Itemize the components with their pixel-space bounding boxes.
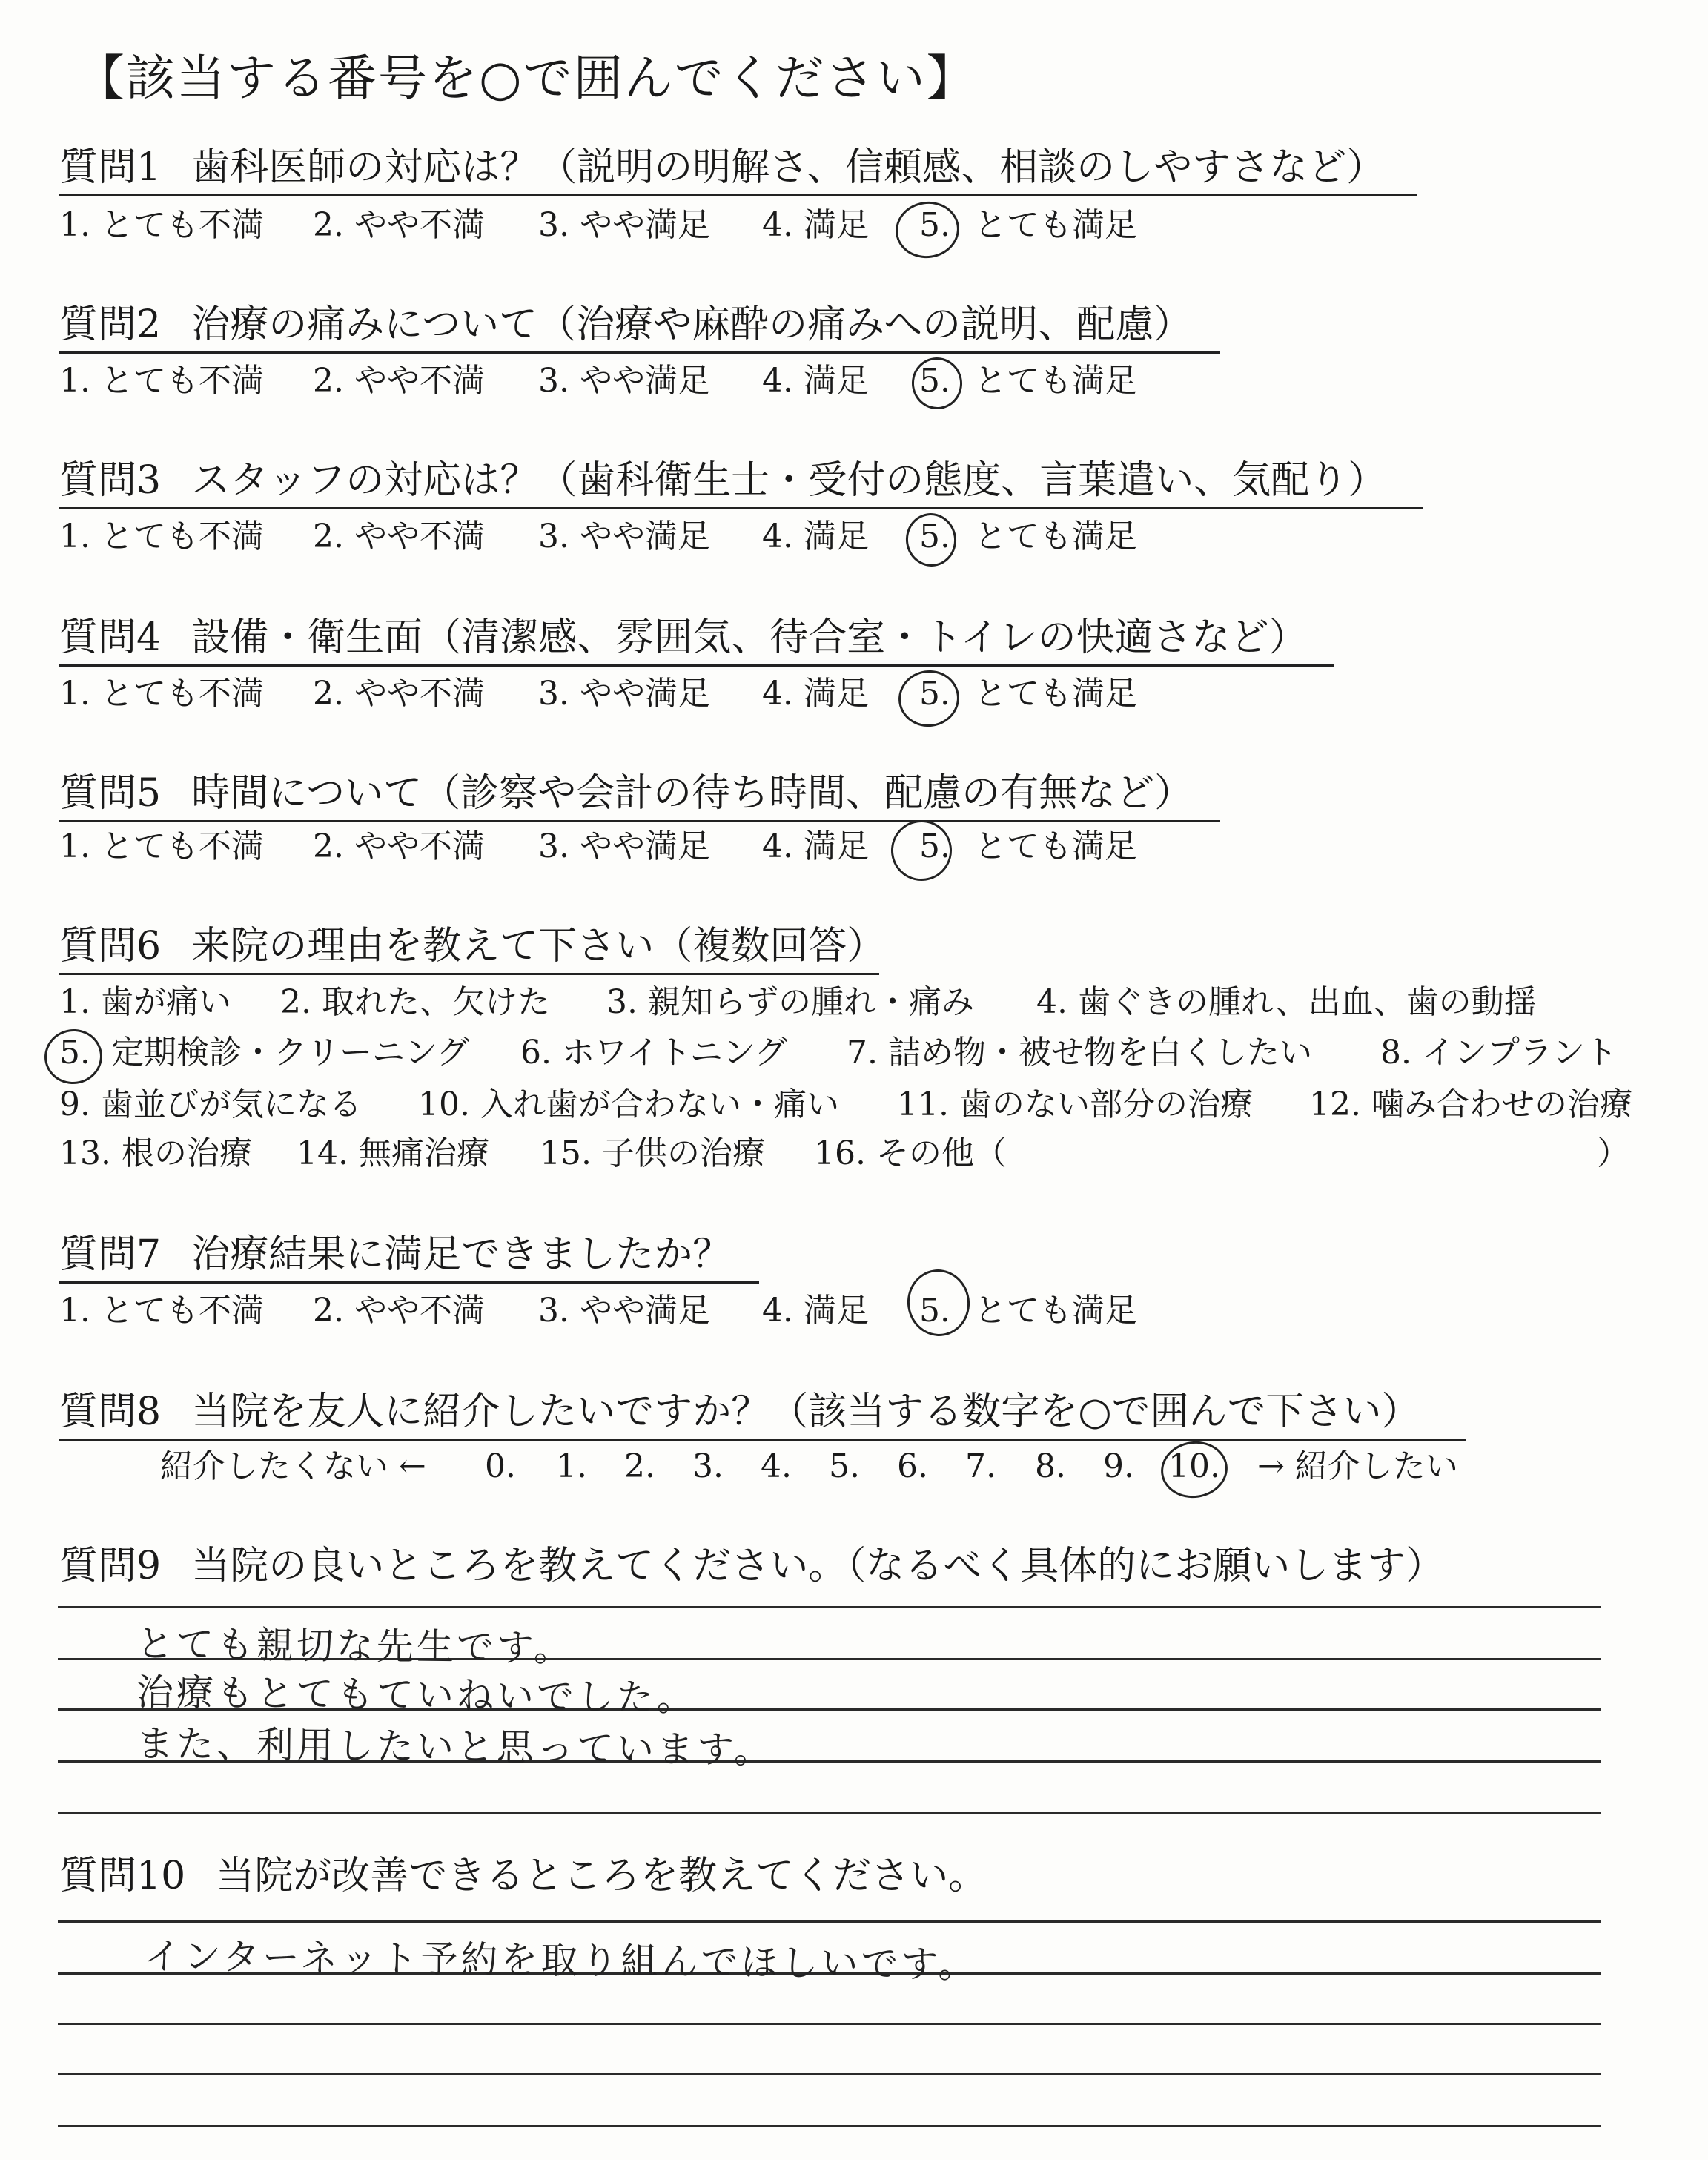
answer-line <box>58 2023 1601 2025</box>
reason-option[interactable]: 1. 歯が痛い <box>59 983 231 1021</box>
answer-circle <box>892 197 963 262</box>
scale-left-label: 紹介したくない ← <box>160 1447 426 1485</box>
question-2-label: 質問2 <box>59 303 162 347</box>
scale-right-label: → 紹介したい <box>1257 1447 1458 1485</box>
option-3[interactable]: 3. やや満足 <box>538 206 710 244</box>
answer-line <box>58 1812 1601 1814</box>
question-2 <box>59 303 1192 347</box>
question-1-underline <box>59 194 1417 196</box>
answer-line <box>58 2073 1601 2075</box>
question-8-text: 当院を友人に紹介したいですか？（該当する数字を○で囲んで下さい） <box>191 1390 1420 1434</box>
question-10-text: 当院が改善できるところを教えてください。 <box>216 1854 987 1898</box>
reason-option[interactable]: 11. 歯のない部分の治療 <box>897 1086 1253 1123</box>
q9-answer-line-1[interactable]: とても親切な先生です。 <box>136 1622 575 1671</box>
question-4-label: 質問4 <box>59 615 162 660</box>
question-6 <box>59 924 885 968</box>
question-5-underline <box>59 820 1220 822</box>
question-8 <box>59 1390 1420 1434</box>
question-6-label: 質問6 <box>59 924 162 968</box>
scale-number[interactable]: 5. <box>829 1447 860 1485</box>
question-1-label: 質問1 <box>59 145 162 190</box>
question-9 <box>59 1544 1444 1588</box>
question-8-label: 質問8 <box>59 1390 162 1434</box>
option-3[interactable]: 3. やや満足 <box>538 362 710 400</box>
option-5[interactable]: 5. <box>919 675 950 713</box>
answer-line <box>58 1920 1601 1923</box>
option-2[interactable]: 2. やや不満 <box>313 518 485 555</box>
question-1 <box>59 145 1385 190</box>
option-5[interactable]: 5. <box>919 1292 950 1330</box>
question-3-text: スタッフの対応は？（歯科衛生士・受付の態度、言葉遣い、気配り） <box>191 458 1387 503</box>
question-9-text: 当院の良いところを教えてください。（なるべく具体的にお願いします） <box>191 1544 1445 1588</box>
question-7-text: 治療結果に満足できましたか？ <box>191 1232 732 1277</box>
q9-answer-line-3[interactable]: また、利用したいと思っています。 <box>136 1722 775 1772</box>
reason-option[interactable]: 13. 根の治療 <box>59 1135 252 1172</box>
reason-option[interactable]: 8. インプラント <box>1380 1034 1618 1071</box>
reason-option[interactable]: 7. 詰め物・被せ物を白くしたい <box>847 1034 1312 1071</box>
option-1[interactable]: 1. とても不満 <box>59 206 264 244</box>
reason-option-other[interactable]: 16. その他（ <box>814 1135 1007 1172</box>
question-7-label: 質問7 <box>59 1232 162 1277</box>
scale-number[interactable]: 0. <box>485 1447 516 1485</box>
question-8-underline <box>59 1439 1466 1441</box>
reason-option[interactable]: 4. 歯ぐきの腫れ、出血、歯の動揺 <box>1036 983 1537 1021</box>
reason-option[interactable]: 9. 歯並びが気になる <box>59 1086 362 1123</box>
answer-circle <box>41 1025 106 1088</box>
scale-number[interactable]: 3. <box>692 1447 724 1485</box>
option-2[interactable]: 2. やや不満 <box>313 1292 485 1330</box>
question-5-label: 質問5 <box>59 771 162 816</box>
option-4[interactable]: 4. 満足 <box>762 206 869 244</box>
reason-option-5[interactable]: 5. <box>59 1034 90 1071</box>
answer-circle <box>902 510 959 570</box>
q9-answer-line-2[interactable]: 治療もとてもていねいでした。 <box>136 1671 698 1720</box>
question-6-underline <box>59 973 879 975</box>
reason-option[interactable]: 15. 子供の治療 <box>540 1135 765 1172</box>
option-2[interactable]: 2. やや不満 <box>313 206 485 244</box>
option-3[interactable]: 3. やや満足 <box>538 675 710 713</box>
question-4-underline <box>59 664 1334 667</box>
answer-line <box>58 1606 1601 1608</box>
answer-circle <box>908 354 965 413</box>
scale-number[interactable]: 4. <box>761 1447 792 1485</box>
option-5-label: とても満足 <box>974 1292 1137 1330</box>
question-9-label: 質問9 <box>59 1544 162 1588</box>
scale-number[interactable]: 9. <box>1103 1447 1134 1485</box>
question-5-text: 時間について（診察や会計の待ち時間、配慮の有無など） <box>191 771 1194 816</box>
option-5-label: とても満足 <box>974 675 1137 713</box>
question-10 <box>59 1854 987 1898</box>
reason-option[interactable]: 6. ホワイトニング <box>520 1034 788 1071</box>
scale-number[interactable]: 2. <box>624 1447 655 1485</box>
reason-option[interactable]: 14. 無痛治療 <box>297 1135 489 1172</box>
question-3-underline <box>59 507 1423 509</box>
option-1[interactable]: 1. とても不満 <box>59 362 264 400</box>
question-3 <box>59 458 1386 503</box>
option-1[interactable]: 1. とても不満 <box>59 828 264 865</box>
scale-number[interactable]: 10. <box>1168 1447 1220 1485</box>
question-2-text: 治療の痛みについて（治療や麻酔の痛みへの説明、配慮） <box>191 303 1193 347</box>
option-2[interactable]: 2. やや不満 <box>313 828 485 865</box>
option-5[interactable]: 5. <box>919 828 950 865</box>
reason-option[interactable]: 3. 親知らずの腫れ・痛み <box>606 983 974 1021</box>
option-4[interactable]: 4. 満足 <box>762 518 869 555</box>
option-4[interactable]: 4. 満足 <box>762 675 869 713</box>
option-5[interactable]: 5. <box>919 206 950 244</box>
option-3[interactable]: 3. やや満足 <box>538 828 710 865</box>
option-1[interactable]: 1. とても不満 <box>59 675 264 713</box>
question-4-text: 設備・衛生面（清潔感、雰囲気、待合室・トイレの快適さなど） <box>191 615 1308 660</box>
option-2[interactable]: 2. やや不満 <box>313 675 485 713</box>
question-3-label: 質問3 <box>59 458 162 503</box>
answer-circle <box>895 667 963 731</box>
page-title: 【該当する番号を○で囲んでください】 <box>76 50 977 107</box>
option-3[interactable]: 3. やや満足 <box>538 1292 710 1330</box>
scale-number[interactable]: 1. <box>556 1447 587 1485</box>
q10-answer-line-1[interactable]: インターネット予約を取り組んでほしいです。 <box>143 1935 979 1986</box>
question-4 <box>59 615 1308 660</box>
scale-number[interactable]: 7. <box>965 1447 996 1485</box>
question-5 <box>59 771 1193 816</box>
answer-line <box>58 2125 1601 2127</box>
question-2-underline <box>59 351 1220 354</box>
question-6-text: 来院の理由を教えて下さい（複数回答） <box>191 924 886 968</box>
option-5-label: とても満足 <box>974 828 1137 865</box>
option-5[interactable]: 5. <box>919 362 950 400</box>
other-close-paren: ） <box>1597 1135 1629 1172</box>
reason-option[interactable]: 2. 取れた、欠けた <box>280 983 550 1021</box>
reason-option-5-label: 定期検診・クリーニング <box>111 1034 470 1071</box>
option-4[interactable]: 4. 満足 <box>762 362 869 400</box>
option-4[interactable]: 4. 満足 <box>762 1292 869 1330</box>
question-7-underline <box>59 1281 759 1284</box>
answer-circle <box>887 816 956 885</box>
option-5-label: とても満足 <box>974 362 1137 400</box>
question-10-label: 質問10 <box>59 1854 186 1898</box>
reason-option[interactable]: 12. 噛み合わせの治療 <box>1309 1086 1632 1123</box>
option-1[interactable]: 1. とても不満 <box>59 1292 264 1330</box>
answer-circle <box>903 1266 974 1341</box>
scale-number[interactable]: 6. <box>897 1447 928 1485</box>
option-5-label: とても満足 <box>974 518 1137 555</box>
option-2[interactable]: 2. やや不満 <box>313 362 485 400</box>
question-7 <box>59 1232 731 1277</box>
question-1-text: 歯科医師の対応は？（説明の明解さ、信頼感、相談のしやすさなど） <box>191 145 1386 190</box>
option-3[interactable]: 3. やや満足 <box>538 518 710 555</box>
option-4[interactable]: 4. 満足 <box>762 828 869 865</box>
option-1[interactable]: 1. とても不満 <box>59 518 264 555</box>
option-5-label: とても満足 <box>974 206 1137 244</box>
scale-number[interactable]: 8. <box>1035 1447 1066 1485</box>
reason-option[interactable]: 10. 入れ歯が合わない・痛い <box>418 1086 839 1123</box>
option-5[interactable]: 5. <box>919 518 950 555</box>
